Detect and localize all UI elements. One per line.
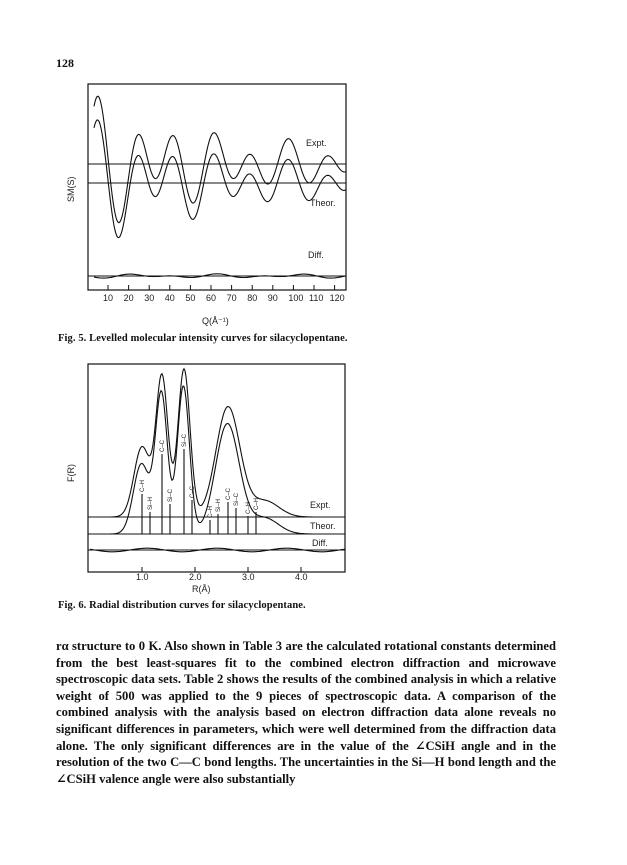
figure-5-expt-label: Expt. [306,138,327,148]
body-paragraph [56,638,556,787]
figure-6-diff-label: Diff. [312,538,328,548]
page-number: 128 [56,56,74,70]
figure-6-tick-label: 1.0 [136,572,149,582]
figure-6-peak-label: C–H [246,501,252,514]
figure-6-expt-label: Expt. [310,500,331,510]
figure-5-tick-label: 30 [144,293,155,303]
figure-6-peak-label: C–C [190,485,196,498]
figure-6-peak-label: Si–H [148,496,154,510]
figure-6-plot [60,362,360,598]
figure-6-peak-label: C–C [226,487,232,500]
figure-6-peak-label: C–H [208,505,214,518]
figure-5-caption: Fig. 5. Levelled molecular intensity curves for silacyclopentane. [58,333,348,344]
figure-5-tick-label: 70 [226,293,237,303]
figure-5-tick-label: 100 [288,293,304,303]
figure-5-plot [60,80,360,330]
figure-5-expt-curve [94,96,346,223]
figure-6-xlabel: R(Å) [192,584,211,594]
figure-5-ylabel: SM(S) [66,176,76,202]
figure-5-tick-label: 120 [329,293,345,303]
figure-6-tick-label: 4.0 [295,572,308,582]
figure-6-peak-label: Si–H [216,498,222,512]
figure-6-peak-label: Si–C [168,488,174,502]
figure-5 [60,80,360,330]
figure-6-ylabel: F(R) [66,464,76,482]
figure-6-caption: Fig. 6. Radial distribution curves for silacyclopentane. [58,600,306,611]
figure-6-ticks [136,567,308,582]
figure-6-theor-label: Theor. [310,521,336,531]
figure-6-frame [88,364,345,572]
figure-6-tick-label: 2.0 [189,572,202,582]
figure-6-peak-label: C–H [140,479,146,492]
figure-6-peak-label: Si–C [234,492,240,506]
figure-5-diff-label: Diff. [308,250,324,260]
figure-6-distance-bars [140,433,260,534]
figure-5-tick-label: 60 [206,293,217,303]
figure-6-expt-curve [90,369,345,517]
figure-5-theor-label: Theor. [310,198,336,208]
figure-5-tick-label: 20 [123,293,134,303]
figure-5-tick-label: 50 [185,293,196,303]
figure-5-tick-label: 10 [103,293,114,303]
figure-6-peak-label: C–C [160,439,166,452]
figure-6-peak-label: Si–C [182,433,188,447]
figure-5-tick-label: 80 [247,293,258,303]
figure-5-tick-label: 110 [309,293,324,303]
figure-6 [60,362,360,598]
figure-5-xlabel: Q(Å⁻¹) [202,316,229,326]
figure-5-tick-label: 90 [267,293,278,303]
figure-5-ticks [103,285,345,303]
figure-6-peak-label: C–H [254,497,260,510]
figure-5-tick-label: 40 [164,293,175,303]
figure-6-tick-label: 3.0 [242,572,255,582]
body-paragraph-text: rα structure to 0 K. Also shown in Table 3 are the calculated rotational constants determined from the best least-squares fit to the combined electron diffraction and microwave spectroscopic data sets. Table 2 shows the results of the combined analysis in which a relative weight of 500 was applied to the 9 pieces of spectroscopic data. A comparison of the combined analysis with the analysis based on electron diffraction data alone reveals no significant differences in parameters, which were well determined from the diffraction data alone. The only significant differences are in the value of the ∠CSiH angle and in the resolution of the two C—C bond lengths. The uncertainties in the Si—H bond length and the ∠CSiH valence angle were also substantially [56,639,556,786]
